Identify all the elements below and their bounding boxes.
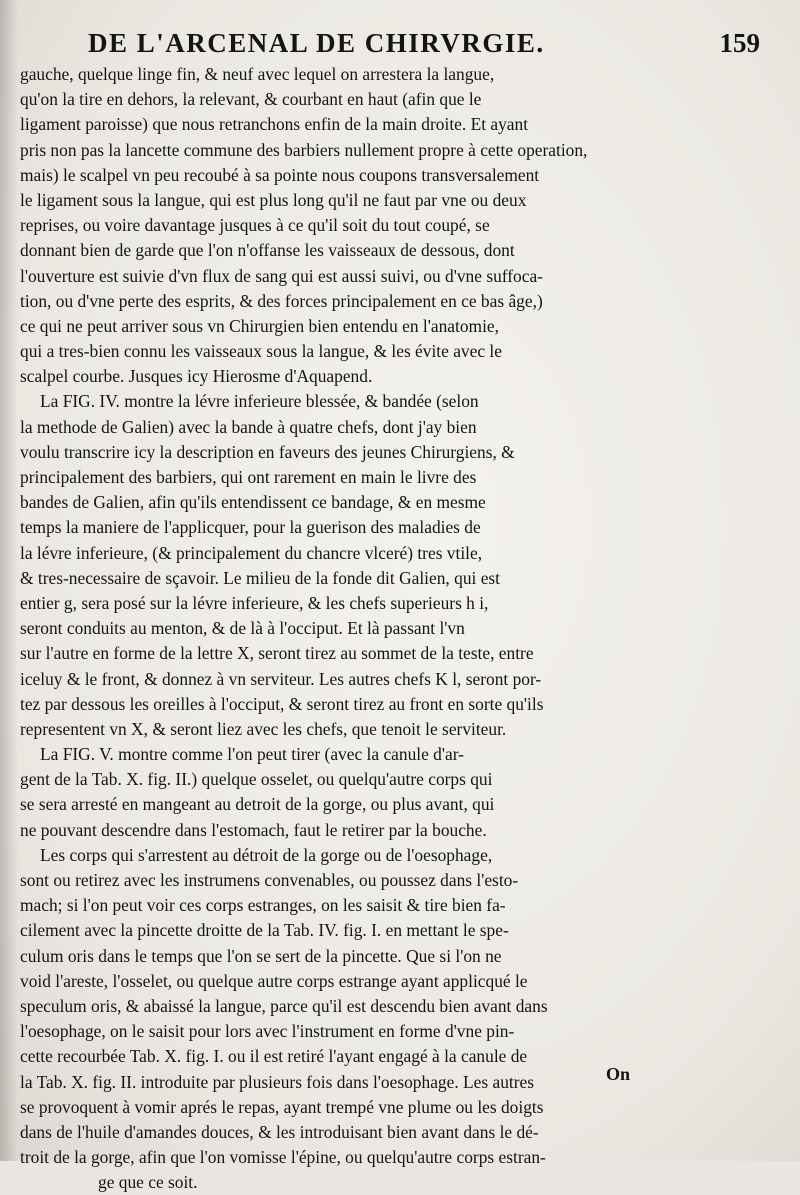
text-line: ligament paroisse) que nous retranchons enfin de la main droite. Et ayant	[20, 114, 529, 135]
text-line: le ligament sous la langue, qui est plus long qu'il ne faut par vne ou deux	[20, 189, 527, 210]
text-line: dans de l'huile d'amandes douces, & les introduisant bien avant dans le dé-	[20, 1121, 539, 1142]
text-line: representent vn X, & seront liez avec les chefs, que tenoit le serviteur.	[20, 718, 507, 739]
text-line: cilement avec la pincette droitte de la Tab. IV. fig. I. en mettant le spe-	[20, 920, 509, 941]
text-line: tion, ou d'vne perte des esprits, & des forces principalement en ce bas âge,)	[20, 290, 543, 311]
text-line: se sera arresté en mangeant au detroit de la gorge, ou plus avant, qui	[20, 794, 495, 815]
text-line-final: ge que ce soit.	[98, 1172, 198, 1193]
paragraph-start-line: La FIG. V. montre comme l'on peut tirer (avec la canule d'ar-	[40, 744, 464, 765]
text-line: l'oesophage, on le saisit pour lors avec l'instrument en forme d'vne pin-	[20, 1021, 515, 1042]
text-line: scalpel courbe. Jusques icy Hierosme d'Aquapend.	[20, 366, 373, 387]
text-line: se provoquent à vomir aprés le repas, ayant trempé vne plume ou les doigts	[20, 1096, 544, 1117]
text-line: sont ou retirez avec les instrumens convenables, ou poussez dans l'esto-	[20, 870, 519, 890]
text-line: tez par dessous les oreilles à l'occiput, & seront tirez au front en sorte qu'ils	[20, 693, 544, 714]
text-line: void l'areste, l'osselet, ou quelque autre corps estrange ayant applicqué le	[20, 970, 528, 991]
text-line: principalement des barbiers, qui ont rarement en main le livre des	[20, 467, 477, 487]
text-line: entier g, sera posé sur la lévre inferieure, & les chefs superieurs h i,	[20, 592, 489, 613]
text-line: reprises, ou voire davantage jusques à ce qu'il soit du tout coupé, se	[20, 215, 490, 236]
text-line: gauche, quelque linge fin, & neuf avec lequel on arrestera la langue,	[20, 64, 495, 84]
text-line: mais) le scalpel vn peu recoubé à sa pointe nous coupons transversalement	[20, 164, 540, 185]
catchword: On	[606, 1064, 631, 1084]
paragraph-start-line: La FIG. IV. montre la lévre inferieure blessée, & bandée (selon	[40, 391, 479, 412]
text-line: mach; si l'on peut voir ces corps estranges, on les saisit & tire bien fa-	[20, 895, 506, 916]
body-text	[20, 62, 660, 1195]
text-line: ce qui ne peut arriver sous vn Chirurgien bien entendu en l'anatomie,	[20, 315, 499, 336]
page-number: 159	[719, 28, 760, 58]
text-line: bandes de Galien, afin qu'ils entendissent ce bandage, & en mesme	[20, 492, 486, 513]
text-line: iceluy & le front, & donnez à vn serviteur. Les autres chefs K l, seront por-	[20, 668, 542, 689]
text-line: qu'on la tire en dehors, la relevant, & courbant en haut (afin que le	[20, 89, 482, 110]
text-line: gent de la Tab. X. fig. II.) quelque osselet, ou quelqu'autre corps qui	[20, 769, 493, 790]
text-line: la methode de Galien) avec la bande à quatre chefs, dont j'ay bien	[20, 416, 477, 437]
text-line: l'ouverture est suivie d'vn flux de sang qui est aussi suivi, ou d'vne suffoca-	[20, 265, 543, 286]
text-line: sur l'autre en forme de la lettre X, seront tirez au sommet de la teste, entre	[20, 643, 534, 664]
text-line: troit de la gorge, afin que l'on vomisse l'épine, ou quelqu'autre corps estran-	[20, 1147, 546, 1168]
text-line: la Tab. X. fig. II. introduite par plusieurs fois dans l'oesophage. Les autres	[20, 1071, 535, 1092]
text-line: & tres-necessaire de sçavoir. Le milieu de la fonde dit Galien, qui est	[20, 567, 501, 588]
text-line: temps la maniere de l'applicquer, pour la guerison des maladies de	[20, 517, 481, 538]
text-line: la lévre inferieure, (& principalement du chancre vlceré) tres vtile,	[20, 542, 483, 563]
text-line: pris non pas la lancette commune des barbiers nullement propre à cette operation,	[20, 139, 588, 160]
text-line: ne pouvant descendre dans l'estomach, faut le retirer par la bouche.	[20, 819, 487, 840]
text-line: cette recourbée Tab. X. fig. I. ou il est retiré l'ayant engagé à la canule de	[20, 1046, 528, 1067]
text-line: donnant bien de garde que l'on n'offanse les vaisseaux de dessous, dont	[20, 240, 515, 261]
text-line: speculum oris, & abaissé la langue, parce qu'il est descendu bien avant dans	[20, 995, 548, 1016]
text-line: voulu transcrire icy la description en faveurs des jeunes Chirurgiens, &	[20, 441, 515, 462]
spine-shadow	[0, 0, 18, 1161]
text-line: seront conduits au menton, & de là à l'occiput. Et là passant l'vn	[20, 618, 465, 639]
running-title: DE L'ARCENAL DE CHIRVRGIE.	[88, 28, 545, 58]
paragraph-start-line: Les corps qui s'arrestent au détroit de la gorge ou de l'oesophage,	[40, 844, 493, 865]
text-line: culum oris dans le temps que l'on se sert de la pincette. Que si l'on ne	[20, 945, 502, 966]
text-line: qui a tres-bien connu les vaisseaux sous la langue, & les évite avec le	[20, 341, 502, 362]
